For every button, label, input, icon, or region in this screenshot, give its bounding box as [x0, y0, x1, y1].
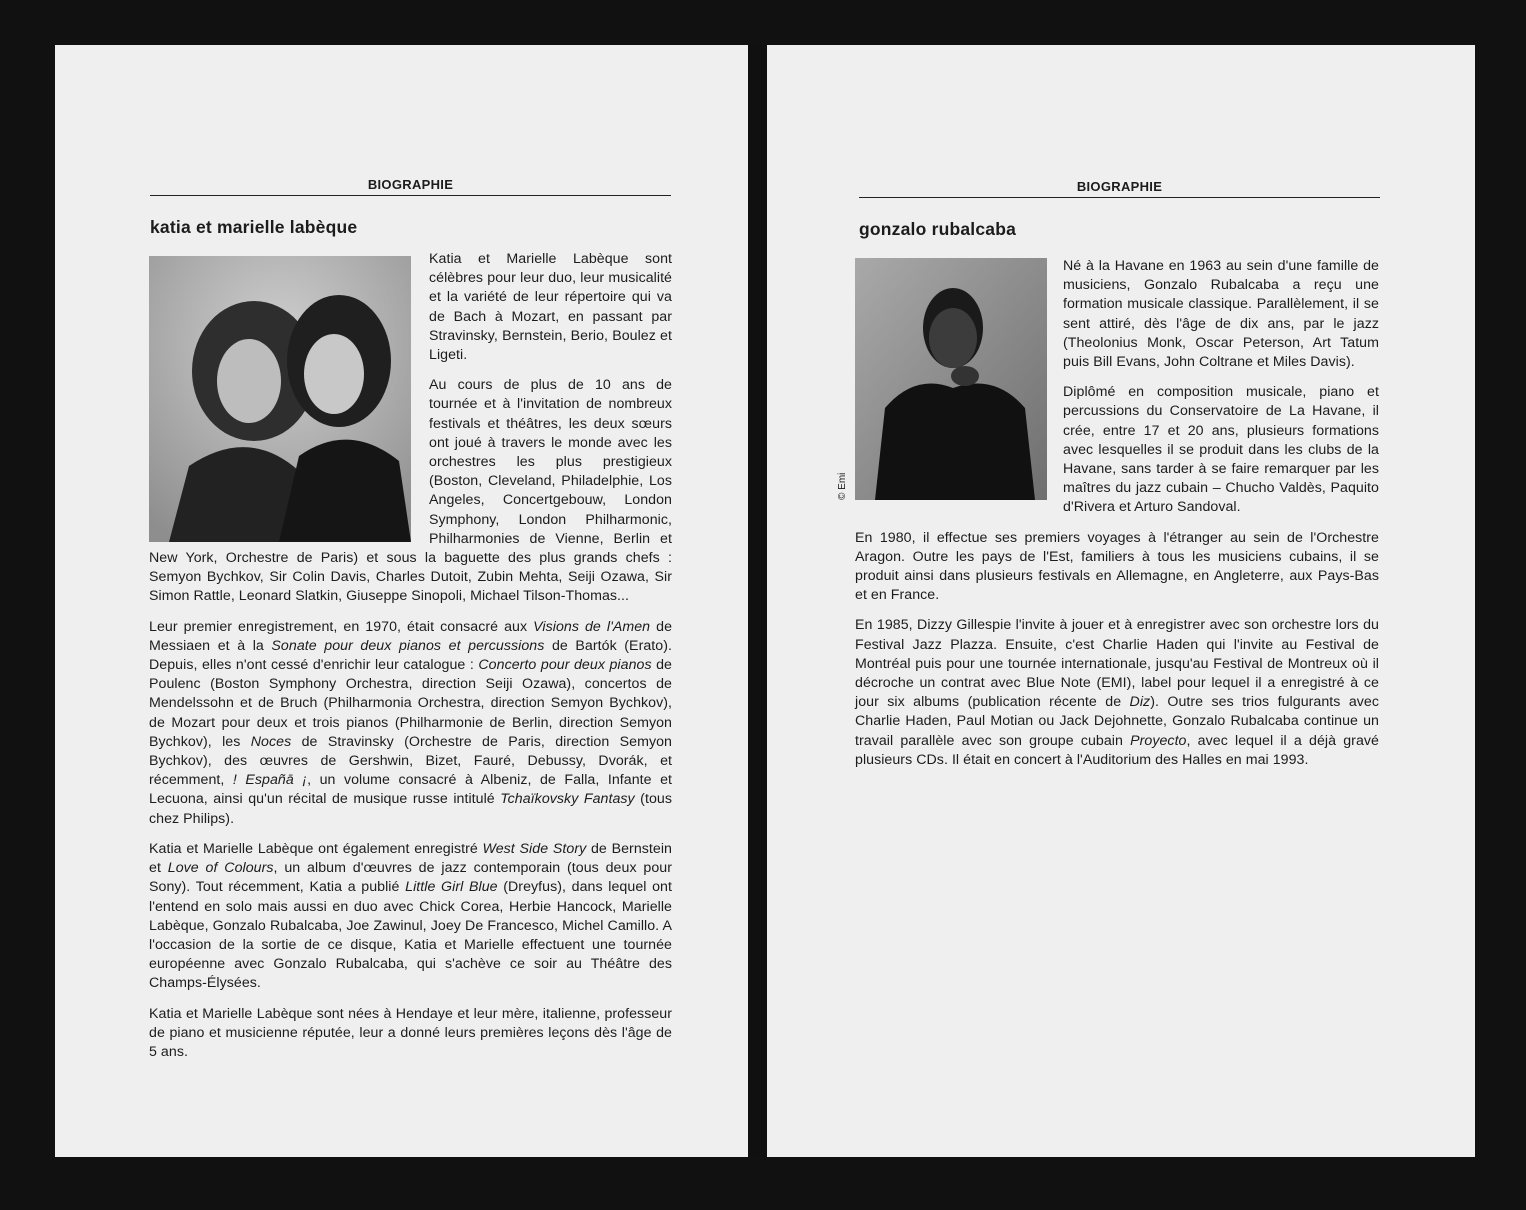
text-run: Né à la Havane en 1963 au sein d'une famille de musiciens, Gonzalo Rubalcaba a reçu une formation musicale classique. Parallèlement, il se sent attiré, dès l'âge de dix ans, par le jazz (Theolonius Monk, Oscar Peterson, Art Tatum puis Bill Evans, John Coltrane et Miles Davis). [1063, 258, 1379, 371]
paragraph [149, 618, 672, 829]
text-run: Katia et Marielle Labèque sont nées à Hendaye et leur mère, italienne, professeur de piano et musicienne réputée, leur a donné leurs premières leçons dès l'âge de 5 ans. [149, 1005, 672, 1060]
text-run: Katia et Marielle Labèque sont célèbres pour leur duo, leur musicalité et la variété de leur répertoire qui va de Bach à Mozart, en passant par Stravinsky, Bernstein, Berio, Boulez et Ligeti. [429, 251, 672, 364]
text-run: ). Outre ses trios fulgurants avec Charlie Haden, Paul Motian ou Jack Dejohnette, Gonzalo Rubalcaba continue un travail parallèle avec son groupe cubain [855, 694, 1379, 749]
paragraph [149, 1005, 672, 1063]
biography-title: katia et marielle labèque [150, 217, 358, 237]
text-run: Diplômé en composition musicale, piano et percussions du Conservatoire de La Havane, il crée, entre 17 et 20 ans, plusieurs formations avec lesquelles il se produit dans les clubs de la Havane, sans tarder à se faire remarquer par les maîtres du jazz cubain – Chucho Valdès, Paquito d'Rivera et Arturo Sandoval. [1063, 384, 1379, 516]
text-run: de Stravinsky (Orchestre de Paris, direction Semyon Bychkov), des œuvres de Gershwin, Bizet, Fauré, Debussy, Dvorák, et récemment, [149, 733, 672, 789]
italic-title: Proyecto [1130, 732, 1187, 749]
text-run: Au cours de plus de 10 ans de tournée et à l'invitation de nombreux festivals et théâtres, les deux sœurs ont joué à travers le monde avec les orchestres les plus prestigieux (Boston, Cleveland, Philadelphie, Los Angeles, Concertgebouw, London Symphony, London Philharmonic, Philharmonies de Vienne, Berlin et New York, Orchestre de Paris) et sous la baguette des plus grands chefs : Semyon Bychkov, Sir Colin Davis, Charles Dutoit, Zubin Mehta, Seiji Ozawa, Sir Simon Rattle, Leonard Slatkin, Giuseppe Sinopoli, Michael Tilson-Thomas... [149, 377, 672, 605]
italic-title: Tchaïkovsky Fantasy [500, 791, 635, 808]
text-run: En 1985, Dizzy Gillespie l'invite à jouer et à enregistrer avec son orchestre lors du Festival Jazz Plazza. Ensuite, c'est Charlie Haden qui l'invite au Festival de Montréal puis pour une tournée internationale, jusqu'au Festival de Montreux où il décroche un contrat avec Blue Note (EMI), label pour lequel il a enregistré à ce jour six albums (publication récente de [855, 617, 1379, 711]
italic-title: Love of Colours [167, 860, 274, 877]
text-run: de Bartók (Erato). Depuis, elles n'ont cessé d'enrichir leur catalogue : [149, 637, 672, 674]
text-run: Leur premier enregistrement, en 1970, était consacré aux [149, 618, 534, 635]
italic-title: Little Girl Blue [405, 879, 498, 896]
italic-title: Diz [1129, 694, 1151, 711]
photo-wrap-space [149, 250, 429, 535]
italic-title: West Side Story [482, 840, 587, 857]
paragraph [855, 616, 1379, 770]
italic-title: Concerto pour deux pianos [478, 657, 652, 674]
paragraph [855, 529, 1379, 606]
text-run: , avec lequel il a déjà gravé plusieurs CDs. Il était en concert à l'Auditorium des Halles en mai 1993. [855, 732, 1379, 768]
left-biography-text [149, 250, 672, 1073]
text-run: , un album d'œuvres de jazz contemporain (tous deux pour Sony). Tout récemment, Katia a publié [149, 860, 672, 896]
section-header: BIOGRAPHIE [859, 179, 1380, 198]
book-spine [748, 45, 767, 1157]
text-run: (tous chez Philips). [149, 791, 672, 827]
text-run: (Dreyfus), dans lequel ont l'entend en solo mais aussi en duo avec Chick Corea, Herbie Hancock, Marielle Labèque, Gonzalo Rubalcaba, Joe Zawinul, Joey De Francesco, Michel Camillo. A l'occasion de la sortie de ce disque, Katia et Marielle effectuent une tournée européenne avec Gonzalo Rubalcaba, qui s'achève ce soir au Théâtre des Champs-Élysées. [149, 879, 672, 992]
biography-title: gonzalo rubalcaba [859, 219, 1017, 239]
italic-title: Noces [250, 733, 292, 750]
text-run: Katia et Marielle Labèque ont également enregistré [149, 840, 483, 857]
text-run: de Poulenc (Boston Symphony Orchestra, direction Seiji Ozawa), concertos de Mendelssohn et de Bruch (Philharmonia Orchestra, direction Semyon Bychkov), de Mozart pour deux et trois pianos (Philharmonie de Berlin, direction Semyon Bychkov), les [149, 657, 672, 750]
italic-title: Visions de l'Amen [533, 618, 651, 635]
italic-title: ! Españā ¡ [232, 772, 308, 789]
photo-credit: © Emi [837, 472, 848, 500]
section-header: BIOGRAPHIE [150, 177, 671, 196]
italic-title: Sonate pour deux pianos et percussions [271, 637, 545, 654]
text-run: En 1980, il effectue ses premiers voyages à l'étranger au sein de l'Orchestre Aragon. Outre les pays de l'Est, familiers à tous les musiciens cubains, il se produit ainsi dans plusieurs festivals en Allemagne, en Angleterre, aux Pays-Bas et en France. [855, 529, 1379, 604]
photo-wrap-space [855, 257, 1063, 499]
left-page [55, 45, 748, 1157]
text-run: de Bernstein et [149, 840, 672, 877]
paragraph [149, 840, 672, 994]
right-biography-text [855, 257, 1379, 781]
right-page [767, 45, 1475, 1157]
text-run: de Messiaen et à la [149, 618, 673, 654]
text-run: , un volume consacré à Albeniz, de Falla, Infante et Lecuona, ainsi qu'un récital de musique russe intitulé [149, 772, 673, 808]
